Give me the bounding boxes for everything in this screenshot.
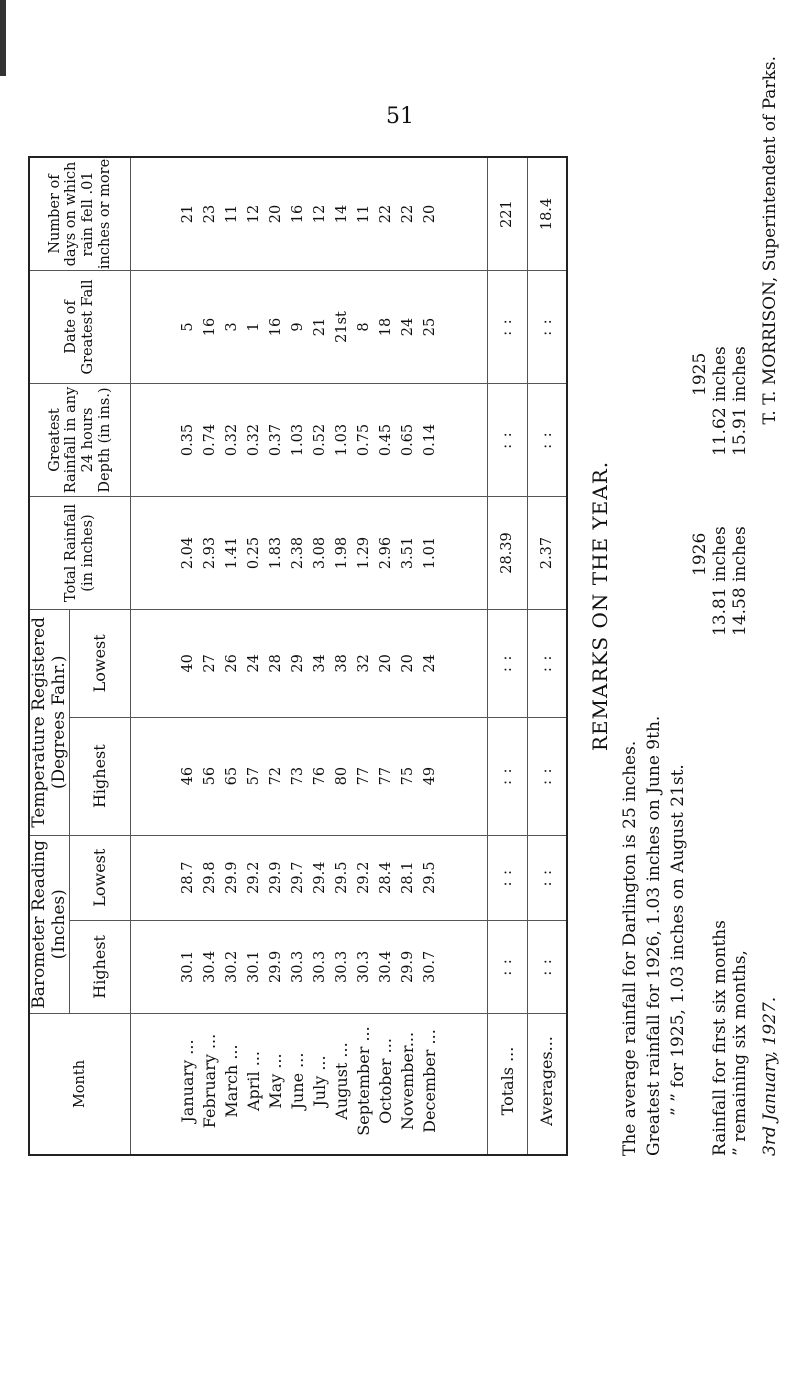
value-greatest: 1.03 (289, 423, 306, 457)
value-temp-high: 77 (377, 766, 394, 786)
averages-dots: : : (527, 610, 567, 718)
value-baro-low: 29.4 (311, 861, 328, 894)
value-date: 18 (377, 317, 394, 337)
value-days: 21 (179, 204, 196, 224)
header-rain-days: Number of days on which rain fell .01 inches or more (29, 157, 131, 271)
value-baro-high: 30.3 (311, 950, 328, 984)
value-greatest: 0.32 (223, 423, 240, 457)
value-baro-low: 29.7 (289, 861, 306, 894)
header-baro-lowest: Lowest (70, 835, 131, 920)
value-total: 1.41 (223, 536, 240, 570)
value-date: 16 (201, 317, 218, 337)
page-number: 51 (386, 104, 414, 129)
date-greatest-column (131, 271, 487, 384)
total-rainfall-column (131, 497, 487, 610)
header-temperature: Temperature Registered (Degrees Fahr.) (29, 610, 70, 836)
rain-days-column (131, 157, 487, 271)
header-greatest-rainfall: Greatest Rainfall in any 24 hours Depth (in ins.) (29, 384, 131, 497)
header-temp-highest: Highest (70, 717, 131, 835)
value-baro-high: 30.7 (421, 950, 438, 984)
totals-dots: : : (487, 920, 527, 1013)
rainfall-1925: 15.91 inches (730, 346, 750, 456)
month-name: December ... (419, 1029, 439, 1133)
year-1926: 1926 (690, 532, 710, 576)
value-greatest: 1.03 (333, 423, 350, 457)
report-date: 3rd January, 1927. (760, 996, 780, 1156)
value-days: 12 (311, 204, 328, 224)
value-total: 3.08 (311, 536, 328, 570)
value-temp-low: 34 (311, 654, 328, 673)
averages-dots: : : (527, 717, 567, 835)
baro-low-column (131, 835, 487, 920)
value-baro-high: 30.1 (179, 950, 196, 984)
value-days: 14 (333, 204, 350, 224)
value-greatest: 0.74 (201, 423, 218, 457)
value-temp-low: 29 (289, 654, 306, 673)
value-baro-high: 30.3 (355, 950, 372, 984)
totals-rainfall: 28.39 (487, 497, 527, 610)
value-days: 22 (399, 204, 416, 224)
value-total: 1.98 (333, 536, 350, 570)
value-temp-low: 28 (267, 654, 284, 673)
value-baro-low: 28.7 (179, 861, 196, 894)
header-total-rainfall: Total Rainfall (in inches) (29, 497, 131, 610)
value-temp-high: 80 (333, 766, 350, 786)
value-temp-high: 76 (311, 766, 328, 786)
value-date: 5 (179, 322, 196, 332)
value-temp-low: 38 (333, 654, 350, 673)
value-total: 1.29 (355, 536, 372, 570)
rainfall-row-label: ” remaining six months, (730, 950, 750, 1156)
value-temp-low: 40 (179, 654, 196, 673)
averages-dots: : : (527, 835, 567, 920)
value-total: 0.25 (245, 536, 262, 570)
remarks-line: The average rainfall for Darlington is 25 inches. (620, 740, 640, 1156)
value-baro-low: 29.9 (223, 861, 240, 894)
value-baro-low: 28.4 (377, 861, 394, 894)
greatest-rainfall-column (131, 384, 487, 497)
averages-dots: : : (527, 920, 567, 1013)
value-greatest: 0.35 (179, 423, 196, 457)
rainfall-1925: 11.62 inches (710, 346, 730, 456)
header-date-greatest: Date of Greatest Fall (29, 271, 131, 384)
value-total: 1.83 (267, 536, 284, 570)
value-date: 25 (421, 317, 438, 337)
value-baro-high: 30.1 (245, 950, 262, 984)
value-greatest: 0.75 (355, 423, 372, 457)
averages-rainfall: 2.37 (527, 497, 567, 610)
totals-dots: : : (487, 717, 527, 835)
month-name: June ... (287, 1052, 307, 1110)
year-1925: 1925 (690, 352, 710, 396)
signature: T. T. MORRISON, Superintendent of Parks. (760, 56, 780, 425)
totals-dots: : : (487, 835, 527, 920)
value-greatest: 0.65 (399, 423, 416, 457)
month-name: May ... (265, 1053, 285, 1109)
rainfall-1926: 14.58 inches (730, 526, 750, 636)
value-baro-high: 30.2 (223, 950, 240, 984)
value-greatest: 0.14 (421, 423, 438, 457)
value-total: 2.04 (179, 536, 196, 570)
rainfall-1926: 13.81 inches (710, 526, 730, 636)
value-total: 2.93 (201, 536, 218, 570)
value-baro-high: 30.4 (377, 950, 394, 984)
month-name: July ... (309, 1055, 329, 1107)
value-baro-low: 29.5 (333, 861, 350, 894)
weather-table (28, 156, 568, 1156)
value-temp-low: 24 (245, 654, 262, 673)
value-temp-high: 72 (267, 766, 284, 786)
remarks-line: ” ” for 1925, 1.03 inches on August 21st. (668, 764, 688, 1116)
value-baro-low: 29.2 (245, 861, 262, 894)
value-days: 20 (267, 204, 284, 224)
totals-dots: : : (487, 610, 527, 718)
rotated-content (28, 46, 788, 1156)
header-temp-lowest: Lowest (70, 610, 131, 718)
rainfall-row-label: Rainfall for first six months (710, 920, 730, 1156)
value-date: 3 (223, 322, 240, 332)
value-days: 20 (421, 204, 438, 224)
totals-label: Totals ... (487, 1014, 527, 1156)
value-baro-low: 28.1 (399, 861, 416, 894)
value-greatest: 0.52 (311, 423, 328, 457)
remarks-section (588, 56, 780, 1156)
value-temp-low: 26 (223, 654, 240, 673)
value-days: 12 (245, 204, 262, 224)
value-temp-high: 73 (289, 766, 306, 786)
rainfall-row (730, 56, 750, 1156)
value-baro-low: 29.2 (355, 861, 372, 894)
month-name: January ... (177, 1039, 197, 1123)
value-date: 8 (355, 322, 372, 332)
value-baro-low: 29.5 (421, 861, 438, 894)
value-days: 11 (223, 204, 240, 224)
value-temp-high: 46 (179, 766, 196, 786)
month-name: October ... (375, 1038, 395, 1124)
value-greatest: 0.37 (267, 423, 284, 457)
value-date: 16 (267, 317, 284, 337)
value-baro-high: 29.9 (267, 950, 284, 984)
month-name: March ... (221, 1044, 241, 1118)
remarks-title: REMARKS ON THE YEAR. (588, 460, 612, 752)
value-days: 23 (201, 204, 218, 224)
value-temp-low: 24 (421, 654, 438, 673)
value-date: 21 (311, 317, 328, 337)
value-temp-high: 77 (355, 766, 372, 786)
temp-high-column (131, 717, 487, 835)
value-total: 3.51 (399, 536, 416, 570)
value-baro-low: 29.8 (201, 861, 218, 894)
averages-dots: : : (527, 384, 567, 497)
value-temp-low: 32 (355, 654, 372, 673)
value-temp-low: 20 (399, 654, 416, 673)
month-name: February ... (199, 1033, 219, 1129)
value-temp-high: 57 (245, 766, 262, 786)
value-temp-high: 75 (399, 766, 416, 786)
month-name: April ... (243, 1050, 263, 1112)
top-edge-shadow (0, 0, 6, 76)
value-greatest: 0.32 (245, 423, 262, 457)
value-temp-high: 56 (201, 766, 218, 786)
totals-dots: : : (487, 384, 527, 497)
month-list (131, 1014, 487, 1156)
header-month: Month (29, 1014, 131, 1156)
value-date: 9 (289, 322, 306, 332)
rainfall-row (710, 56, 730, 1156)
value-temp-high: 65 (223, 766, 240, 786)
value-days: 22 (377, 204, 394, 224)
signature-line (760, 56, 780, 1156)
value-baro-high: 30.3 (289, 950, 306, 984)
value-total: 2.96 (377, 536, 394, 570)
value-baro-low: 29.9 (267, 861, 284, 894)
header-barometer: Barometer Reading (Inches) (29, 835, 70, 1013)
remarks-line: Greatest rainfall for 1926, 1.03 inches on June 9th. (644, 715, 664, 1156)
value-date: 1 (245, 322, 262, 332)
averages-dots: : : (527, 271, 567, 384)
rainfall-year-header (690, 56, 710, 1156)
month-name: August ... (331, 1042, 351, 1120)
value-temp-low: 20 (377, 654, 394, 673)
value-baro-high: 29.9 (399, 950, 416, 984)
value-total: 1.01 (421, 536, 438, 570)
value-greatest: 0.45 (377, 423, 394, 457)
value-total: 2.38 (289, 536, 306, 570)
value-date: 24 (399, 317, 416, 337)
month-name: September ... (353, 1026, 373, 1136)
value-days: 11 (355, 204, 372, 224)
value-baro-high: 30.4 (201, 950, 218, 984)
averages-days: 18.4 (527, 157, 567, 271)
temp-low-column (131, 610, 487, 718)
value-days: 16 (289, 204, 306, 224)
month-name: November... (397, 1031, 417, 1131)
value-date: 21st (333, 311, 350, 343)
averages-label: Averages... (527, 1014, 567, 1156)
totals-dots: : : (487, 271, 527, 384)
baro-high-column (131, 920, 487, 1013)
header-baro-highest: Highest (70, 920, 131, 1013)
value-temp-low: 27 (201, 654, 218, 673)
value-temp-high: 49 (421, 766, 438, 786)
value-baro-high: 30.3 (333, 950, 350, 984)
totals-days: 221 (487, 157, 527, 271)
